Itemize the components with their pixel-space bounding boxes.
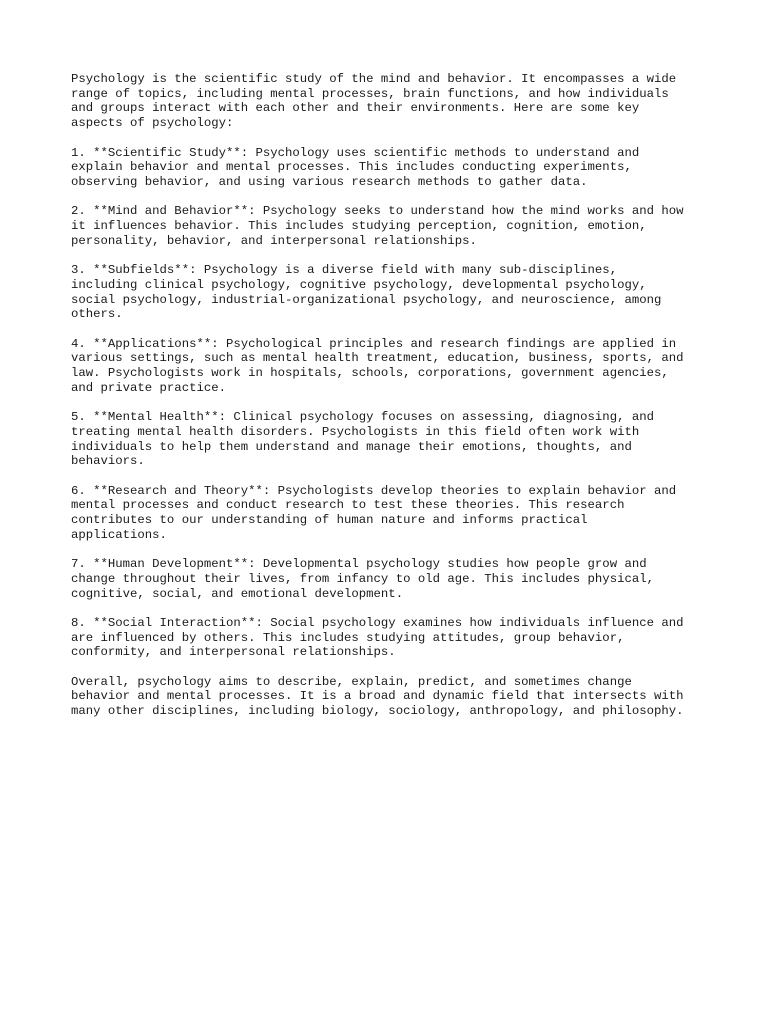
point-human-development: 7. **Human Development**: Developmental psychology studies how people grow and change throughout their lives, from infancy to old age. This includes physical, cognitive, social, and emotional development. [71,557,654,601]
point-social-interaction: 8. **Social Interaction**: Social psychology examines how individuals influence and are influenced by others. This includes studying attitudes, group behavior, conformity, and interpersonal relationships. [71,615,684,660]
document-body [71,72,711,733]
point-mental-health: 5. **Mental Health**: Clinical psychology focuses on assessing, diagnosing, and treating mental health disorders. Psychologists in this field often work with individuals to help them understand and manage their emotions, thoughts, and behaviors. [71,410,654,469]
point-mind-and-behavior: 2. **Mind and Behavior**: Psychology seeks to understand how the mind works and how it influences behavior. This includes studying perception, cognition, emotion, personality, behavior, and interpersonal relationships. [71,204,684,248]
intro-paragraph: Psychology is the scientific study of the mind and behavior. It encompasses a wide range of topics, including mental processes, brain functions, and how individuals and groups interact with each other and their environments. Here are some key aspects of psychology: [71,72,677,131]
point-subfields: 3. **Subfields**: Psychology is a diverse field with many sub-disciplines, including clinical psychology, cognitive psychology, developmental psychology, social psychology, industrial-organizational psychology, and neuroscience, among others. [71,263,662,322]
point-applications: 4. **Applications**: Psychological principles and research findings are applied in various settings, such as mental health treatment, education, business, sports, and law. Psychologists work in hospitals, schools, corporations, government agencies, and private practice. [71,336,684,395]
conclusion-paragraph: Overall, psychology aims to describe, explain, predict, and sometimes change behavior and mental processes. It is a broad and dynamic field that intersects with many other disciplines, including biology, sociology, anthropology, and philosophy. [71,674,684,719]
point-scientific-study: 1. **Scientific Study**: Psychology uses scientific methods to understand and explain behavior and mental processes. This includes conducting experiments, observing behavior, and using various research methods to gather data. [71,145,640,189]
point-research-and-theory: 6. **Research and Theory**: Psychologists develop theories to explain behavior and mental processes and conduct research to test these theories. This research contributes to our understanding of human nature and informs practical applications. [71,483,677,542]
